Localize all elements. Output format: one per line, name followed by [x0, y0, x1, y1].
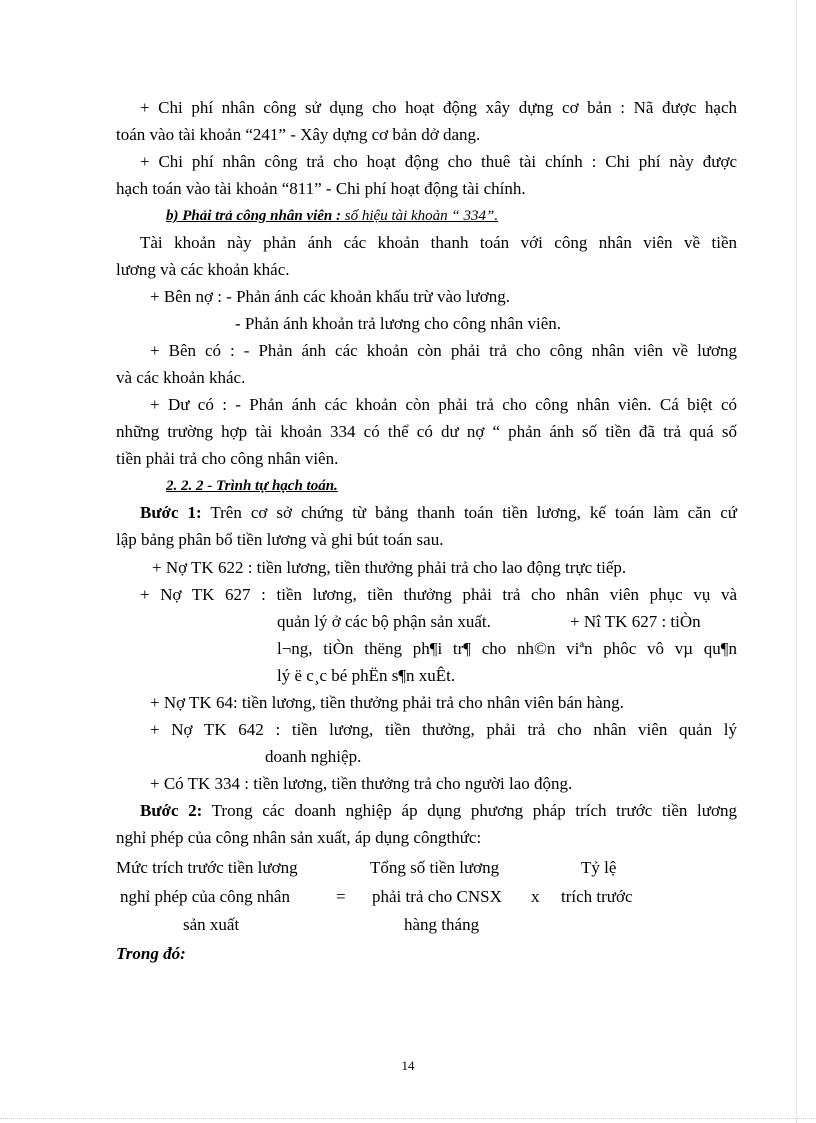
formula-equals: = — [336, 887, 346, 906]
entry-line: + Nợ TK 642 : tiền lương, tiền thưởng, phải trả cho nhân viên quản lý — [150, 720, 737, 739]
page-edge-rule — [0, 1118, 816, 1119]
garbled-line: l¬ng, tiÒn thëng ph¶i tr¶ cho nh©n viªn phôc vô vµ qu¶n — [277, 639, 737, 658]
heading-b-bold: b) Phải trả công nhân viên : — [166, 208, 342, 224]
formula-right-line-2: trích trước — [561, 887, 633, 906]
paragraph-line: tiền phải trả cho công nhân viên. — [116, 449, 339, 468]
paragraph-line: lương và các khoản khác. — [116, 260, 290, 279]
page-edge-rule — [796, 0, 797, 1123]
entry-line: quản lý ở các bộ phận sản xuất. — [277, 612, 491, 631]
entry-line: + Có TK 334 : tiền lương, tiền thưởng trả cho người lao động. — [150, 774, 573, 793]
paragraph-line: nghỉ phép của công nhân sản xuất, áp dụng côngthức: — [116, 828, 482, 847]
paragraph-line — [140, 800, 737, 822]
paragraph-line: lập bảng phân bổ tiền lương và ghi bút toán sau. — [116, 530, 444, 549]
page-number: 14 — [401, 1058, 415, 1073]
formula-left-line-3: sản xuất — [183, 915, 240, 934]
paragraph-line: toán vào tài khoản “241” - Xây dựng cơ bản dở dang. — [116, 125, 481, 144]
paragraph-line: và các khoản khác. — [116, 368, 246, 387]
formula-middle-line-2: phải trả cho CNSX — [372, 887, 502, 906]
step-1-label: Bước 1: — [140, 503, 202, 522]
step-2-text: Trong các doanh nghiệp áp dụng phương pháp trích trước tiền lương — [202, 801, 737, 820]
step-1-text: Trên cơ sở chứng từ bảng thanh toán tiền lương, kế toán làm căn cứ — [201, 503, 737, 522]
section-heading-b — [166, 205, 498, 227]
formula-left-line-1: Mức trích trước tiền lương — [116, 858, 298, 877]
formula-left-line-2: nghỉ phép của công nhân — [120, 887, 290, 906]
entry-line: doanh nghiệp. — [265, 747, 362, 766]
paragraph-line: những trường hợp tài khoản 334 có thể có dư nợ “ phản ánh số tiền đã trả quá số — [116, 422, 737, 441]
entry-line: + Nợ TK 627 : tiền lương, tiền thưởng phải trả cho nhân viên phục vụ và — [140, 585, 737, 604]
garbled-line: lý ë c¸c bé phËn s¶n xuÊt. — [277, 666, 456, 685]
formula-middle-line-1: Tổng số tiền lương — [370, 858, 500, 877]
formula-middle-line-3: hàng tháng — [404, 915, 480, 934]
paragraph-line: + Dư có : - Phản ánh các khoản còn phải trả cho công nhân viên. Cá biệt có — [150, 395, 737, 414]
garbled-line: + Nî TK 627 : tiÒn — [570, 612, 701, 631]
paragraph-line: + Bên có : - Phản ánh các khoản còn phải trả cho công nhân viên về lương — [150, 341, 737, 360]
formula-times: x — [531, 887, 540, 906]
paragraph-line: Tài khoản này phản ánh các khoản thanh toán với công nhân viên về tiền — [140, 233, 737, 252]
trong-do-label: Trong đó: — [116, 944, 186, 963]
heading-b-rest: số hiệu tài khoản “ 334”. — [341, 208, 499, 224]
formula-right-line-1: Tỷ lệ — [581, 858, 617, 877]
paragraph-line: + Chi phí nhân công trả cho hoạt động cho thuê tài chính : Chi phí này được — [140, 152, 737, 171]
section-heading-c: 2. 2. 2 - Trình tự hạch toán. — [166, 478, 338, 494]
paragraph-line: hạch toán vào tài khoản “811” - Chi phí hoạt động tài chính. — [116, 179, 526, 198]
step-2-label: Bước 2: — [140, 801, 203, 820]
entry-line: + Nợ TK 64: tiền lương, tiền thưởng phải trả cho nhân viên bán hàng. — [150, 693, 624, 712]
entry-line: + Nợ TK 622 : tiền lương, tiền thưởng phải trả cho lao động trực tiếp. — [152, 558, 627, 577]
paragraph-line: + Bên nợ : - Phản ánh các khoản khấu trừ vào lương. — [150, 287, 510, 306]
paragraph-line: + Chi phí nhân công sử dụng cho hoạt động xây dựng cơ bản : Nã được hạch — [140, 98, 737, 117]
paragraph-line: - Phản ánh khoản trả lương cho công nhân viên. — [235, 314, 562, 333]
paragraph-line — [140, 502, 737, 524]
